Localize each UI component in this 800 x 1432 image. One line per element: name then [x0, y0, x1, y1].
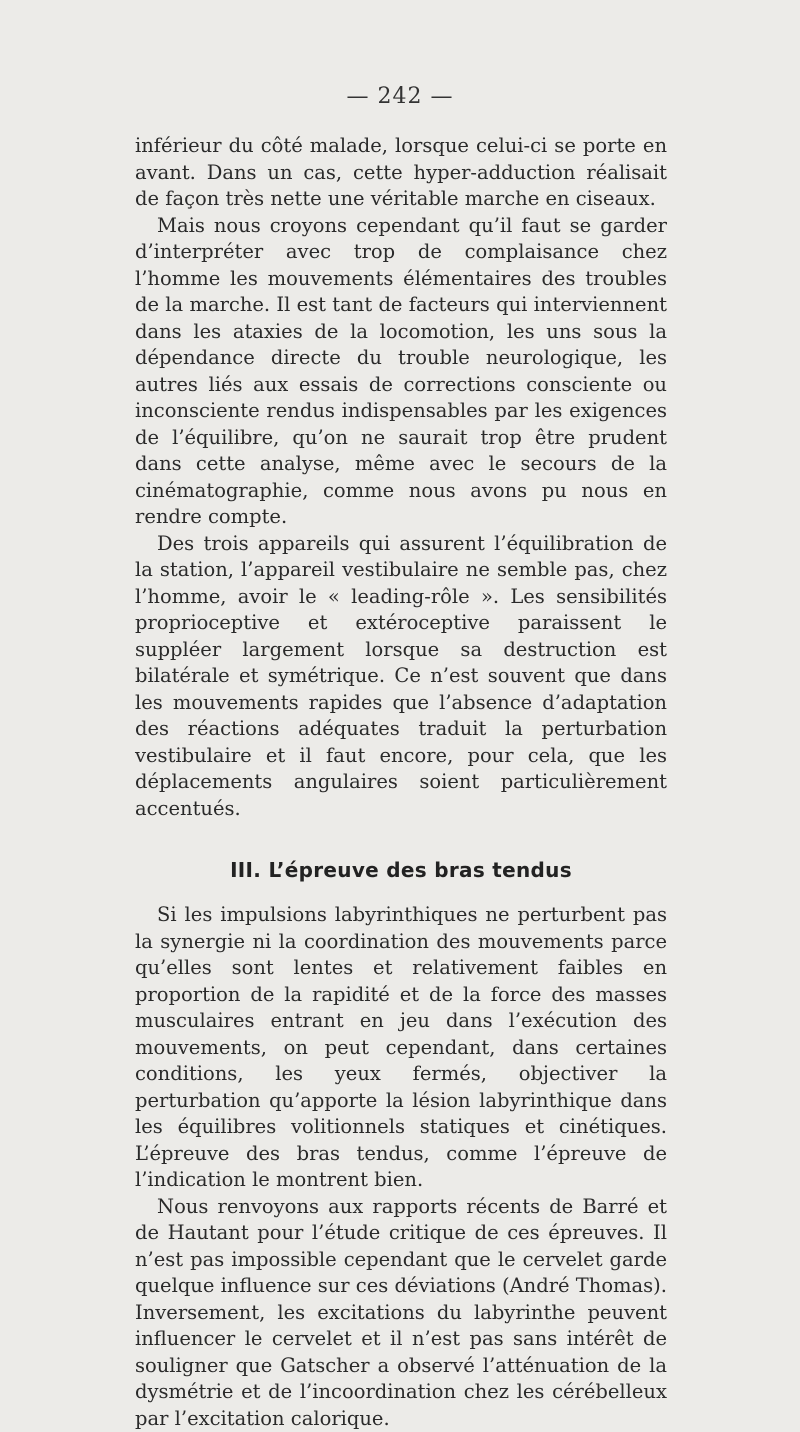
paragraph: Nous renvoyons aux rapports récents de Barré et de Hautant pour l’étude critique de ces épreuves. Il n’est pas impossible cependant que le cervelet garde quelque influence sur ces déviations (André Thomas). Inversement, les excitations du labyrinthe peuvent influencer le cervelet et il n’est pas sans intérêt de souligner que Gatscher a observé l’atténuation de la dysmétrie et de l’incoordination chez les cérébelleux par l’excitation calorique.	[135, 1194, 667, 1432]
page-number: — 242 —	[0, 84, 800, 109]
paragraph: Si les impulsions labyrinthiques ne perturbent pas la synergie ni la coordination des mouvements parce qu’elles sont lentes et relativement faibles en proportion de la rapidité et de la force des masses musculaires entrant en jeu dans l’exécution des mouvements, on peut cependant, dans certaines conditions, les yeux fermés, objectiver la perturbation qu’apporte la lésion labyrinthique dans les équilibres volitionnels statiques et cinétiques. L’épreuve des bras tendus, comme l’épreuve de l’indication le montrent bien.	[135, 902, 667, 1194]
paragraph: Des trois appareils qui assurent l’équilibration de la station, l’appareil vestibulaire ne semble pas, chez l’homme, avoir le « leading-rôle ». Les sensibilités proprioceptive et extéroceptive paraissent le suppléer largement lorsque sa destruction est bilatérale et symétrique. Ce n’est souvent que dans les mouvements rapides que l’absence d’adaptation des réactions adéquates traduit la perturbation vestibulaire et il faut encore, pour cela, que les déplacements angulaires soient particulièrement accentués.	[135, 531, 667, 823]
page-body	[135, 133, 667, 1432]
paragraph: inférieur du côté malade, lorsque celui-ci se porte en avant. Dans un cas, cette hyper-adduction réalisait de façon très nette une véritable marche en ciseaux.	[135, 133, 667, 213]
section-heading: III. L’épreuve des bras tendus	[135, 858, 667, 882]
paragraph: Mais nous croyons cependant qu’il faut se garder d’interpréter avec trop de complaisance chez l’homme les mouvements élémentaires des troubles de la marche. Il est tant de facteurs qui interviennent dans les ataxies de la locomotion, les uns sous la dépendance directe du trouble neurologique, les autres liés aux essais de corrections consciente ou inconsciente rendus indispensables par les exigences de l’équilibre, qu’on ne saurait trop être prudent dans cette analyse, même avec le secours de la cinématographie, comme nous avons pu nous en rendre compte.	[135, 213, 667, 531]
